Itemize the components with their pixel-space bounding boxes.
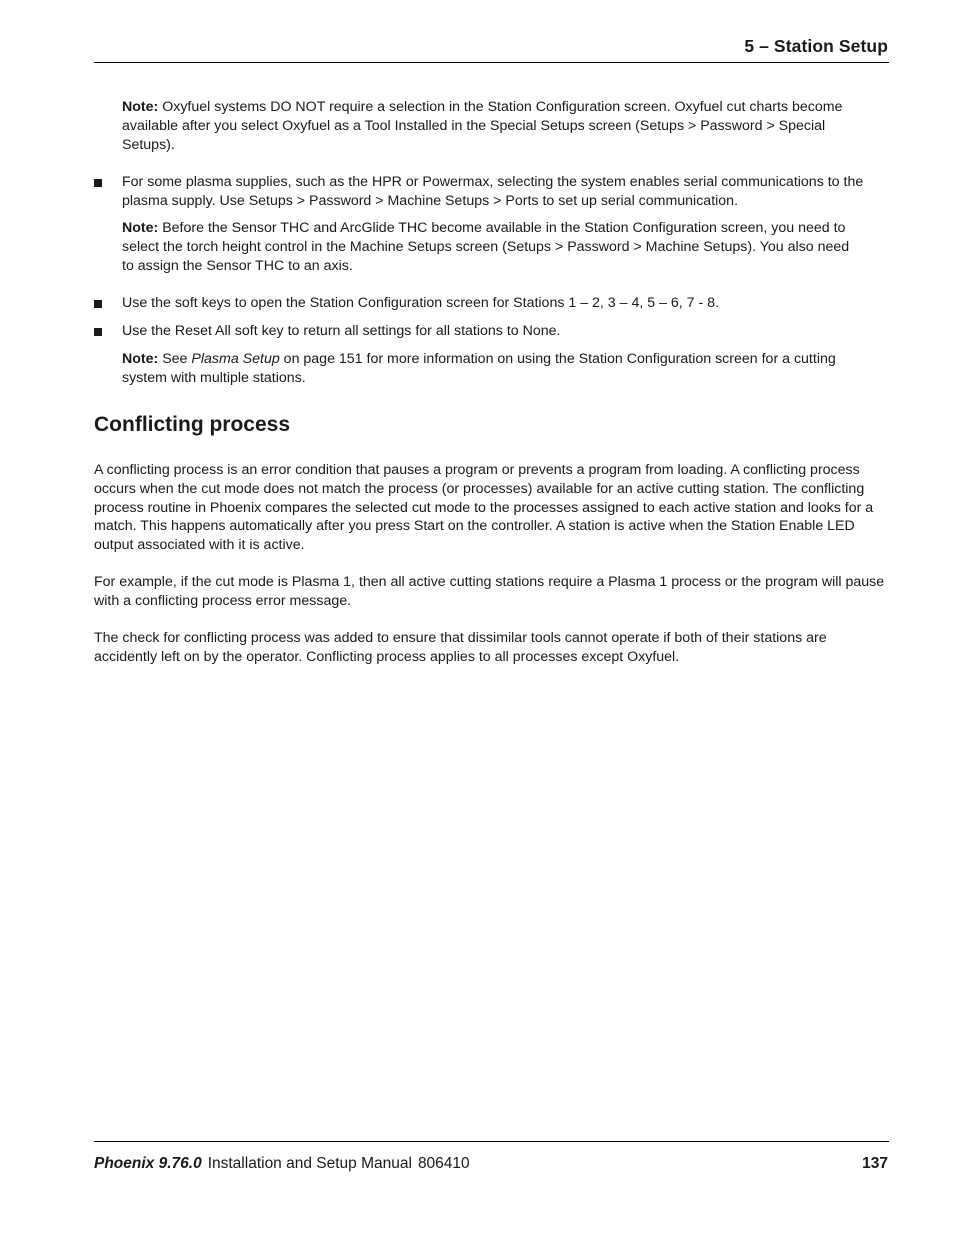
note-label: Note: xyxy=(122,220,159,236)
header-divider xyxy=(94,62,889,63)
paragraph-purpose: The check for conflicting process was added to ensure that dissimilar tools cannot operate if both of their stations are accidently left on by the operator. Conflicting process applies to all processes except Oxyfuel. xyxy=(94,630,827,665)
bullet-marker xyxy=(94,328,102,336)
paragraph-example: For example, if the cut mode is Plasma 1, then all active cutting stations require a Plasma 1 process or the program will pause with a conflicting process error message. xyxy=(94,574,885,609)
note-text: Oxyfuel systems DO NOT require a selection in the Station Configuration screen. Oxyfuel cut charts become available after you select Oxyfuel as a Tool Installed in the Special Setups screen (Setups > Password > Special Setups). xyxy=(122,99,843,153)
footer-document-info xyxy=(94,1155,470,1173)
page-number: 137 xyxy=(862,1155,888,1172)
plasma-setup-link[interactable]: Plasma Setup xyxy=(191,351,280,367)
footer-divider xyxy=(94,1141,889,1142)
note-text-suffix: on page 151 for more information on using the Station Configuration screen for a cutting system with multiple stations. xyxy=(122,351,836,386)
bullet-marker xyxy=(94,300,102,308)
product-name: Phoenix 9.76.0 xyxy=(94,1155,202,1172)
note-label: Note: xyxy=(122,351,159,367)
note-label: Note: xyxy=(122,99,159,115)
note-text: Before the Sensor THC and ArcGlide THC become available in the Station Configuration screen, you need to select the torch height control in the Machine Setups screen (Setups > Password > Machine Setups). You also need to assign the Sensor THC to an axis. xyxy=(122,220,850,274)
note-plasma-setup xyxy=(122,350,864,388)
bullet-item-serial: For some plasma supplies, such as the HPR or Powermax, selecting the system enables serial communications to the plasma supply. Use Setups > Password > Machine Setups > Ports to set up serial communication. xyxy=(122,174,864,209)
document-title: Installation and Setup Manual xyxy=(207,1155,412,1172)
bullet-marker xyxy=(94,179,102,187)
bullet-item-soft-keys: Use the soft keys to open the Station Configuration screen for Stations 1 – 2, 3 – 4, 5 – 6, 7 - 8. xyxy=(122,295,720,311)
note-text-prefix: See xyxy=(158,351,192,367)
bullet-item-reset-all: Use the Reset All soft key to return all settings for all stations to None. xyxy=(122,323,561,339)
section-heading: Conflicting process xyxy=(94,413,291,436)
note-sensor-thc xyxy=(122,219,864,275)
note-oxyfuel xyxy=(122,98,864,154)
paragraph-definition: A conflicting process is an error condition that pauses a program or prevents a program from loading. A conflicting process occurs when the cut mode does not match the process (or processes) available for an active cutting station. The conflicting process routine in Phoenix compares the selected cut mode to the processes assigned to each active station and looks for a match. This happens automatically after you press Start on the controller. A station is active when the Station Enable LED output associated with it is active. xyxy=(94,462,874,554)
document-number: 806410 xyxy=(417,1155,470,1172)
chapter-title: 5 – Station Setup xyxy=(744,36,888,56)
